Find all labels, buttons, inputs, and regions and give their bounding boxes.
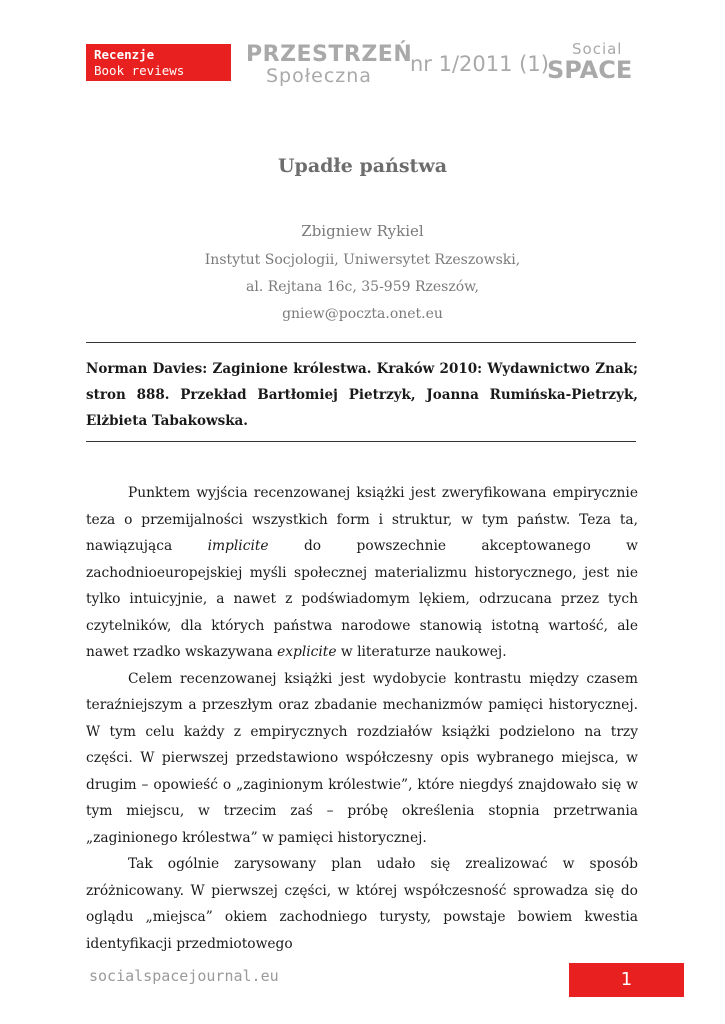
paragraph-3: Tak ogólnie zarysowany plan udało się zrealizować w sposób zróżnicowany. W pierwszej części, w której współczesność sprowadza się do oglądu „miejsca” okiem zachodniego turysty, powstaje bowiem kwestia identyfikacji przedmiotowego [86,856,638,952]
paragraph-2: Celem recenzowanej książki jest wydobycie kontrastu między czasem teraźniejszym a przeszłym oraz zbadanie mechanizmów pamięci historycznej. W tym celu każdy z empirycznych rozdziałów książki podzielono na trzy części. W pierwszej przedstawiono współczesny opis wybranego miejsca, w drugim – opowieść o „zaginionym królestwie”, które niegdyś znajdowało się w tym miejscu, w trzecim zaś – próbę określenia stopnia przetrwania „zaginionego królestwa” w pamięci historycznej. [86,670,638,846]
footer-url[interactable]: socialspacejournal.eu [89,967,279,985]
social-logo-word2: SPACE [547,56,633,84]
paragraph-1 [86,480,638,666]
section-tag-polish: Recenzje [94,47,155,62]
paragraph-1-italic-implicite: implicite [207,538,269,554]
section-tag [86,44,231,81]
article-body [86,480,638,957]
journal-logo-word1: PRZESTRZEŃ [246,42,413,67]
paragraph-1-italic-explicite: explicite [277,644,337,660]
article-title: Upadłe państwa [277,155,447,177]
social-logo-word1: Social [572,40,623,58]
author-name: Zbigniew Rykiel [301,222,424,240]
divider-top [86,342,636,343]
section-tag-english: Book reviews [94,63,185,78]
journal-logo-word2: Społeczna [266,65,372,87]
author-institution: Instytut Socjologii, Uniwersytet Rzeszowski, [204,252,521,268]
author-email[interactable]: gniew@poczta.onet.eu [282,306,443,322]
author-address: al. Rejtana 16c, 35-959 Rzeszów, [246,279,479,295]
paragraph-1-text-a: Punktem wyjścia recenzowanej książki jest zweryfikowana empirycznie teza o przemijalności wszystkich form i struktur, w tym państw. Teza ta, nawiązująca [86,485,638,554]
reviewed-book-reference: Norman Davies: Zaginione królestwa. Kraków 2010: Wydawnictwo Znak; stron 888. Przekład Bartłomiej Pietrzyk, Joanna Rumińska-Pietrzyk, Elżbieta Tabakowska. [86,361,638,429]
issue-number: nr 1/2011 (1) [410,52,549,76]
journal-logo [246,44,412,86]
divider-bottom [86,441,636,442]
page-number: 1 [569,963,684,997]
paragraph-1-text-c: w literaturze naukowej. [336,644,507,660]
paragraph-1-text-b: do powszechnie akceptowanego w zachodnioeuropejskiej myśli społecznej materializmu historycznego, jest nie tylko intuicyjnie, a nawet z podświadomym lękiem, odrzucana przez tych czytelników, dla których państwa narodowe stanowią istotną wartość, ale nawet rzadko wskazywana [86,538,638,660]
social-space-logo [547,42,632,82]
